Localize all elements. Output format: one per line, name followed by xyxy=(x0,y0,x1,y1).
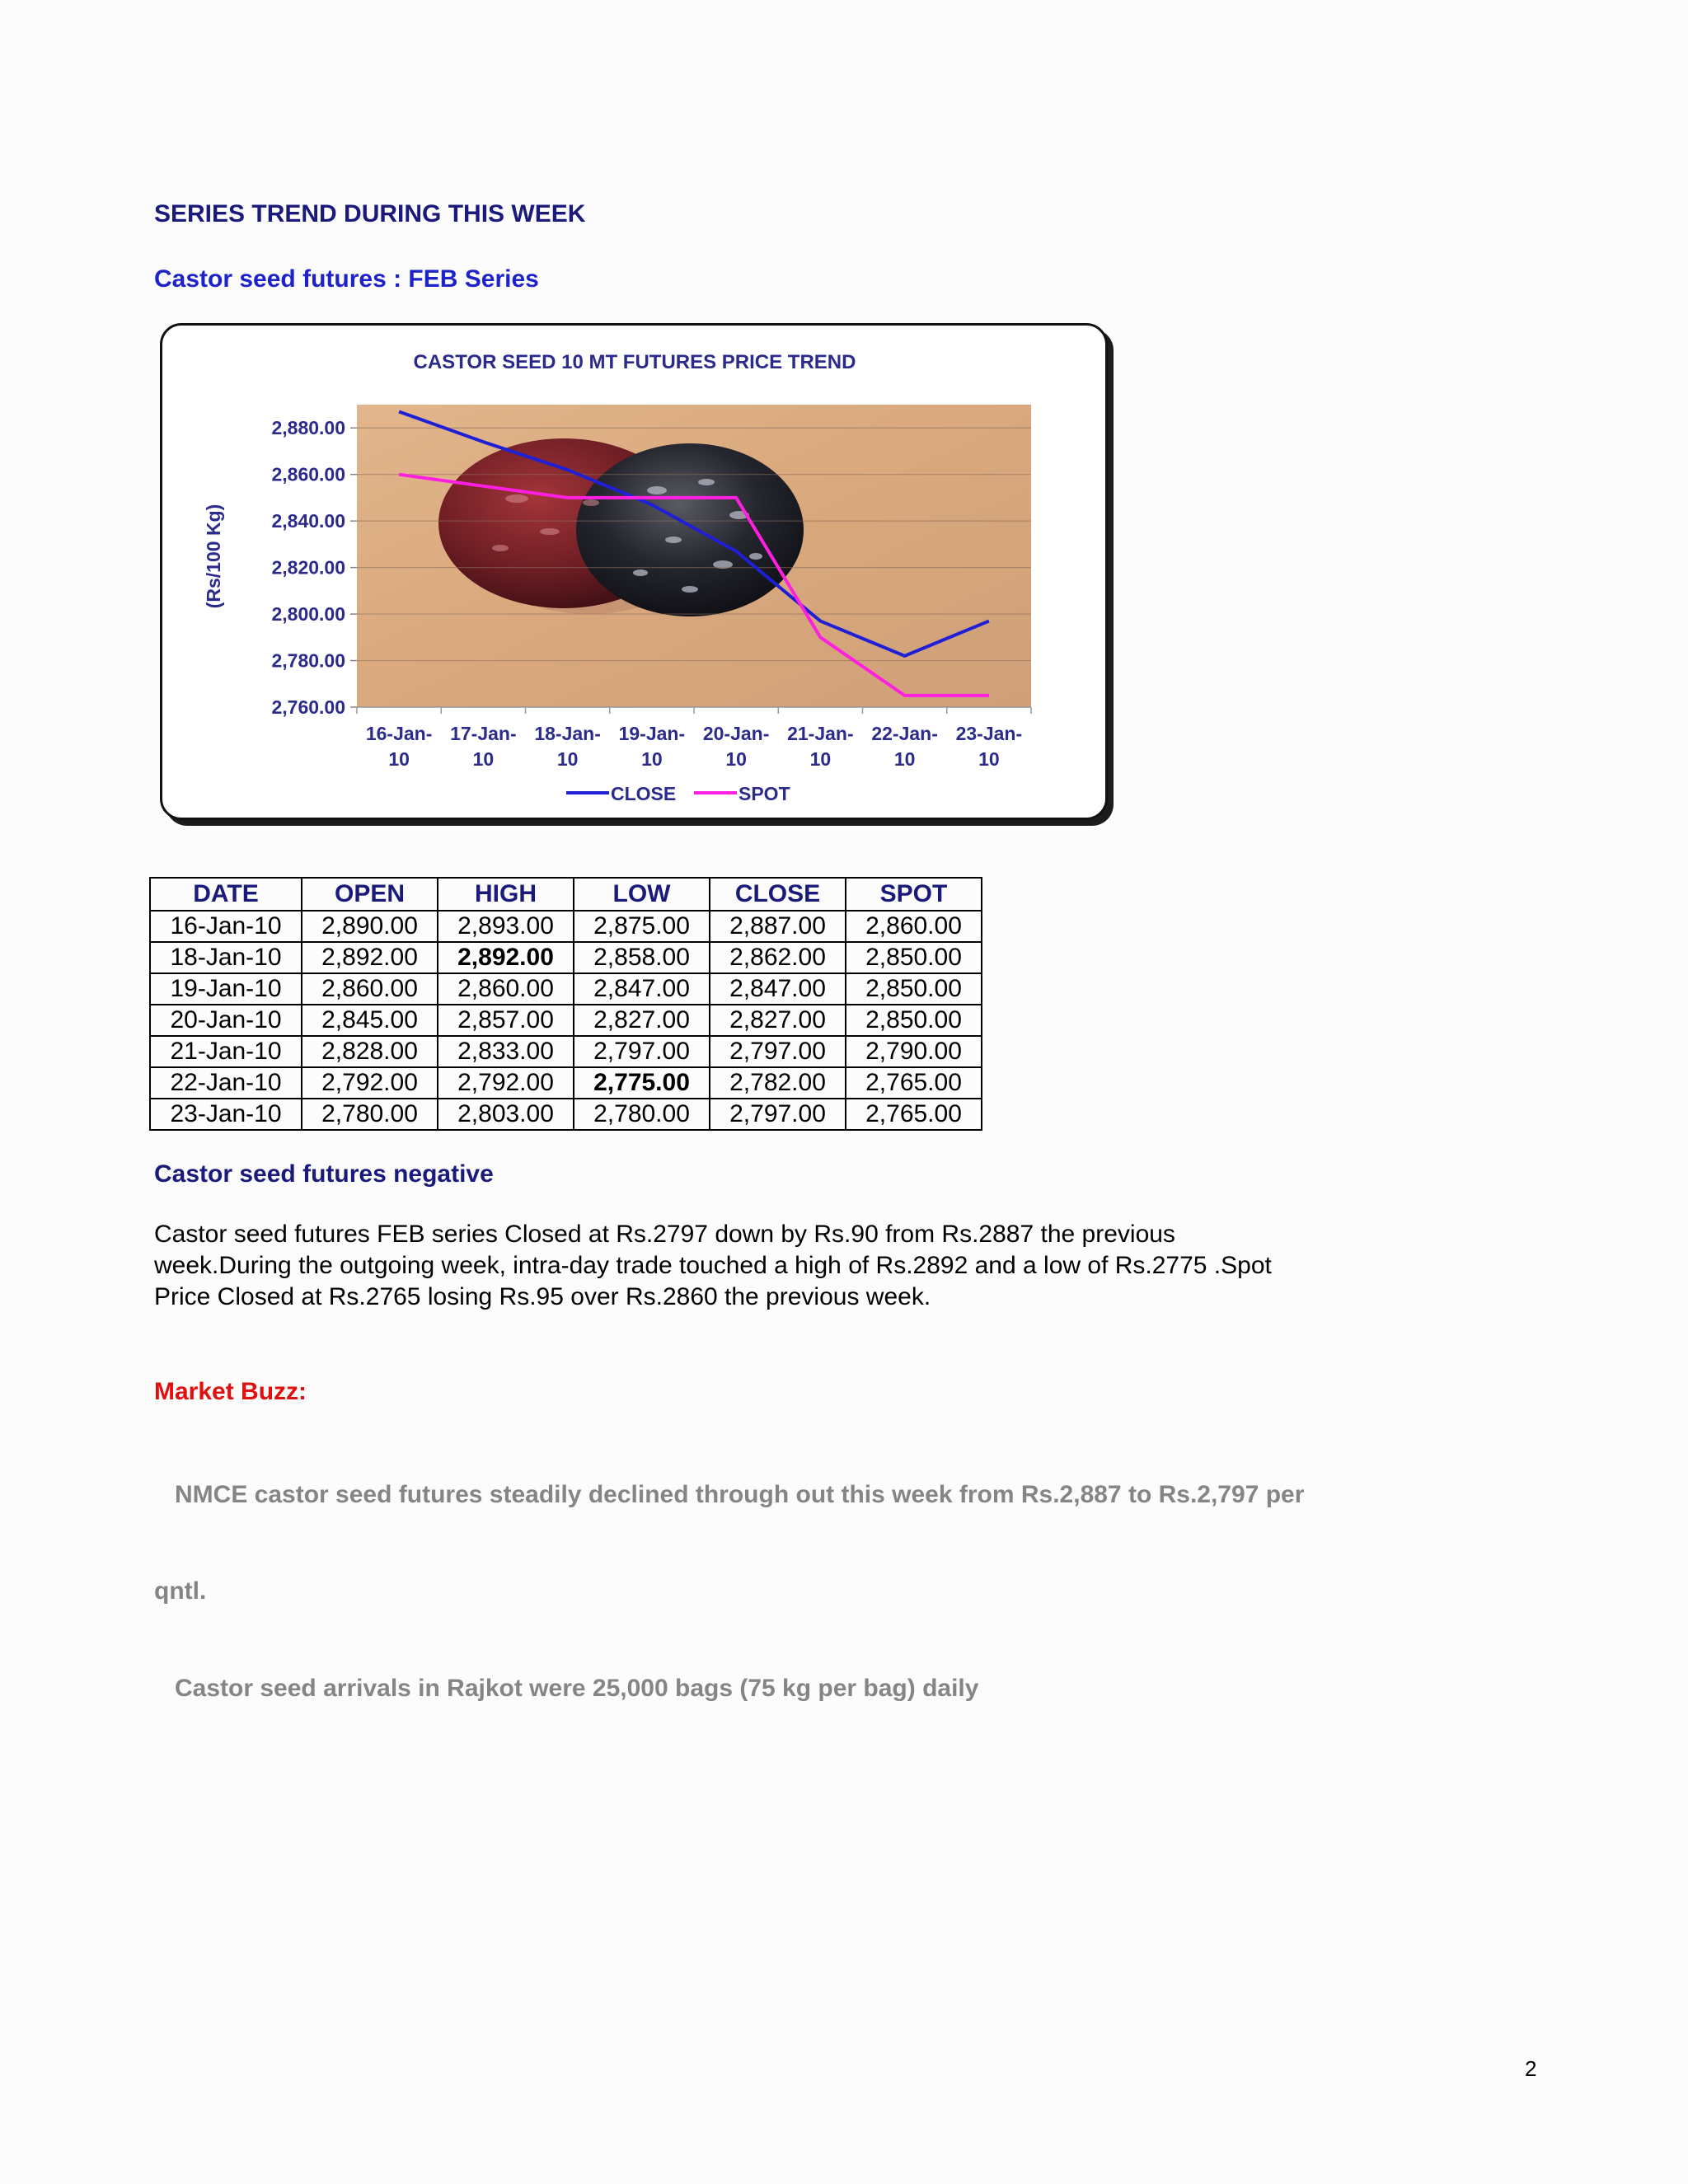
column-header: LOW xyxy=(574,878,710,911)
x-tick-label-line: 17-Jan- xyxy=(450,723,517,744)
paragraph-line: Price Closed at Rs.2765 losing Rs.95 over Rs.2860 the previous week. xyxy=(154,1283,931,1310)
table-cell: 2,893.00 xyxy=(438,911,574,942)
table-cell: 2,862.00 xyxy=(710,942,846,973)
chart-title: CASTOR SEED 10 MT FUTURES PRICE TREND xyxy=(413,351,856,373)
table-cell: 2,875.00 xyxy=(574,911,710,942)
table-cell: 2,775.00 xyxy=(574,1067,710,1099)
x-tick-label-line: 10 xyxy=(725,748,747,770)
x-tick-label xyxy=(956,723,1023,770)
table-cell: 2,892.00 xyxy=(438,942,574,973)
table-cell: 2,857.00 xyxy=(438,1005,574,1036)
table-cell: 2,827.00 xyxy=(574,1005,710,1036)
y-tick-label: 2,820.00 xyxy=(271,556,345,579)
table-cell: 2,827.00 xyxy=(710,1005,846,1036)
x-tick-label-line: 21-Jan- xyxy=(787,723,854,744)
y-axis-label: (Rs/100 Kg) xyxy=(203,504,224,609)
table-row xyxy=(150,911,982,942)
table-row xyxy=(150,1099,982,1130)
table-cell: 2,892.00 xyxy=(302,942,438,973)
table-row xyxy=(150,1036,982,1067)
table-cell: 2,887.00 xyxy=(710,911,846,942)
table-row xyxy=(150,942,982,973)
y-tick-label: 2,780.00 xyxy=(271,649,345,672)
summary-paragraph xyxy=(154,1219,1390,1313)
table-row xyxy=(150,1067,982,1099)
table-cell: 2,860.00 xyxy=(846,911,982,942)
table-cell: 21-Jan-10 xyxy=(150,1036,302,1067)
market-buzz-text xyxy=(154,1414,1432,1736)
legend-label: CLOSE xyxy=(611,783,677,804)
y-tick-label: 2,860.00 xyxy=(271,463,345,485)
x-axis-ticks xyxy=(357,707,1031,770)
x-tick-label-line: 10 xyxy=(893,748,916,770)
y-tick-label: 2,800.00 xyxy=(271,603,345,626)
x-tick-label xyxy=(871,723,938,770)
paragraph-line: week.During the outgoing week, intra-day trade touched a high of Rs.2892 and a low of Rs.2775 .Spot xyxy=(154,1252,1272,1279)
x-tick-label-line: 10 xyxy=(978,748,1000,770)
y-tick-label: 2,760.00 xyxy=(271,696,345,718)
table-cell: 2,890.00 xyxy=(302,911,438,942)
y-axis-ticks xyxy=(271,417,357,718)
table-cell: 2,790.00 xyxy=(846,1036,982,1067)
table-cell: 2,850.00 xyxy=(846,973,982,1005)
table-cell: 2,845.00 xyxy=(302,1005,438,1036)
table-row xyxy=(150,1005,982,1036)
x-tick-label xyxy=(703,723,770,770)
legend-label: SPOT xyxy=(738,783,790,804)
price-table xyxy=(149,877,982,1131)
table-cell: 2,860.00 xyxy=(302,973,438,1005)
buzz-line: NMCE castor seed futures steadily declined through out this week from Rs.2,887 to Rs.2,797 per xyxy=(154,1481,1305,1508)
table-cell: 2,780.00 xyxy=(302,1099,438,1130)
table-cell: 2,765.00 xyxy=(846,1067,982,1099)
column-header: CLOSE xyxy=(710,878,846,911)
series-subtitle: Castor seed futures : FEB Series xyxy=(154,265,539,293)
x-tick-label xyxy=(619,723,686,770)
table-cell: 2,828.00 xyxy=(302,1036,438,1067)
section-title: SERIES TREND DURING THIS WEEK xyxy=(154,200,586,227)
y-tick-label: 2,880.00 xyxy=(271,417,345,439)
table-cell: 2,833.00 xyxy=(438,1036,574,1067)
table-cell: 16-Jan-10 xyxy=(150,911,302,942)
table-cell: 2,797.00 xyxy=(710,1036,846,1067)
table-cell: 19-Jan-10 xyxy=(150,973,302,1005)
x-tick-label xyxy=(366,723,433,770)
chart-legend xyxy=(566,783,790,804)
table-row xyxy=(150,973,982,1005)
table-cell: 18-Jan-10 xyxy=(150,942,302,973)
x-tick-label-line: 19-Jan- xyxy=(618,723,686,744)
table-cell: 2,850.00 xyxy=(846,1005,982,1036)
table-cell: 2,797.00 xyxy=(574,1036,710,1067)
x-tick-label-line: 10 xyxy=(641,748,663,770)
table-cell: 20-Jan-10 xyxy=(150,1005,302,1036)
y-tick-label: 2,840.00 xyxy=(271,510,345,532)
negative-heading: Castor seed futures negative xyxy=(154,1160,494,1188)
paragraph-line: Castor seed futures FEB series Closed at Rs.2797 down by Rs.90 from Rs.2887 the previous xyxy=(154,1221,1175,1248)
x-tick-label-line: 23-Jan- xyxy=(955,723,1023,744)
table-cell: 2,780.00 xyxy=(574,1099,710,1130)
x-tick-label-line: 10 xyxy=(556,748,579,770)
x-tick-label-line: 16-Jan- xyxy=(365,723,433,744)
x-tick-label-line: 10 xyxy=(472,748,495,770)
table-body xyxy=(150,911,982,1130)
table-cell: 2,803.00 xyxy=(438,1099,574,1130)
column-header: HIGH xyxy=(438,878,574,911)
table-cell: 22-Jan-10 xyxy=(150,1067,302,1099)
chart-canvas xyxy=(162,326,1107,819)
table-cell: 2,860.00 xyxy=(438,973,574,1005)
x-tick-label-line: 22-Jan- xyxy=(871,723,938,744)
plot-background xyxy=(357,405,1031,707)
table-cell: 23-Jan-10 xyxy=(150,1099,302,1130)
x-tick-label-line: 10 xyxy=(809,748,832,770)
table-cell: 2,858.00 xyxy=(574,942,710,973)
table-cell: 2,765.00 xyxy=(846,1099,982,1130)
x-tick-label xyxy=(450,723,517,770)
x-tick-label-line: 10 xyxy=(388,748,410,770)
table-header-row xyxy=(150,878,982,911)
buzz-line: qntl. xyxy=(154,1577,207,1605)
column-header: SPOT xyxy=(846,878,982,911)
table-cell: 2,782.00 xyxy=(710,1067,846,1099)
table-cell: 2,792.00 xyxy=(438,1067,574,1099)
table-cell: 2,847.00 xyxy=(710,973,846,1005)
buzz-line: Castor seed arrivals in Rajkot were 25,000 bags (75 kg per bag) daily xyxy=(154,1675,979,1702)
x-tick-label xyxy=(787,723,854,770)
x-tick-label xyxy=(534,723,601,770)
table-cell: 2,850.00 xyxy=(846,942,982,973)
column-header: DATE xyxy=(150,878,302,911)
table-cell: 2,797.00 xyxy=(710,1099,846,1130)
x-tick-label-line: 18-Jan- xyxy=(534,723,601,744)
column-header: OPEN xyxy=(302,878,438,911)
table-cell: 2,847.00 xyxy=(574,973,710,1005)
market-buzz-heading: Market Buzz: xyxy=(154,1378,307,1405)
table-cell: 2,792.00 xyxy=(302,1067,438,1099)
x-tick-label-line: 20-Jan- xyxy=(702,723,770,744)
page-number: 2 xyxy=(1525,2056,1537,2081)
price-trend-chart xyxy=(160,323,1108,820)
